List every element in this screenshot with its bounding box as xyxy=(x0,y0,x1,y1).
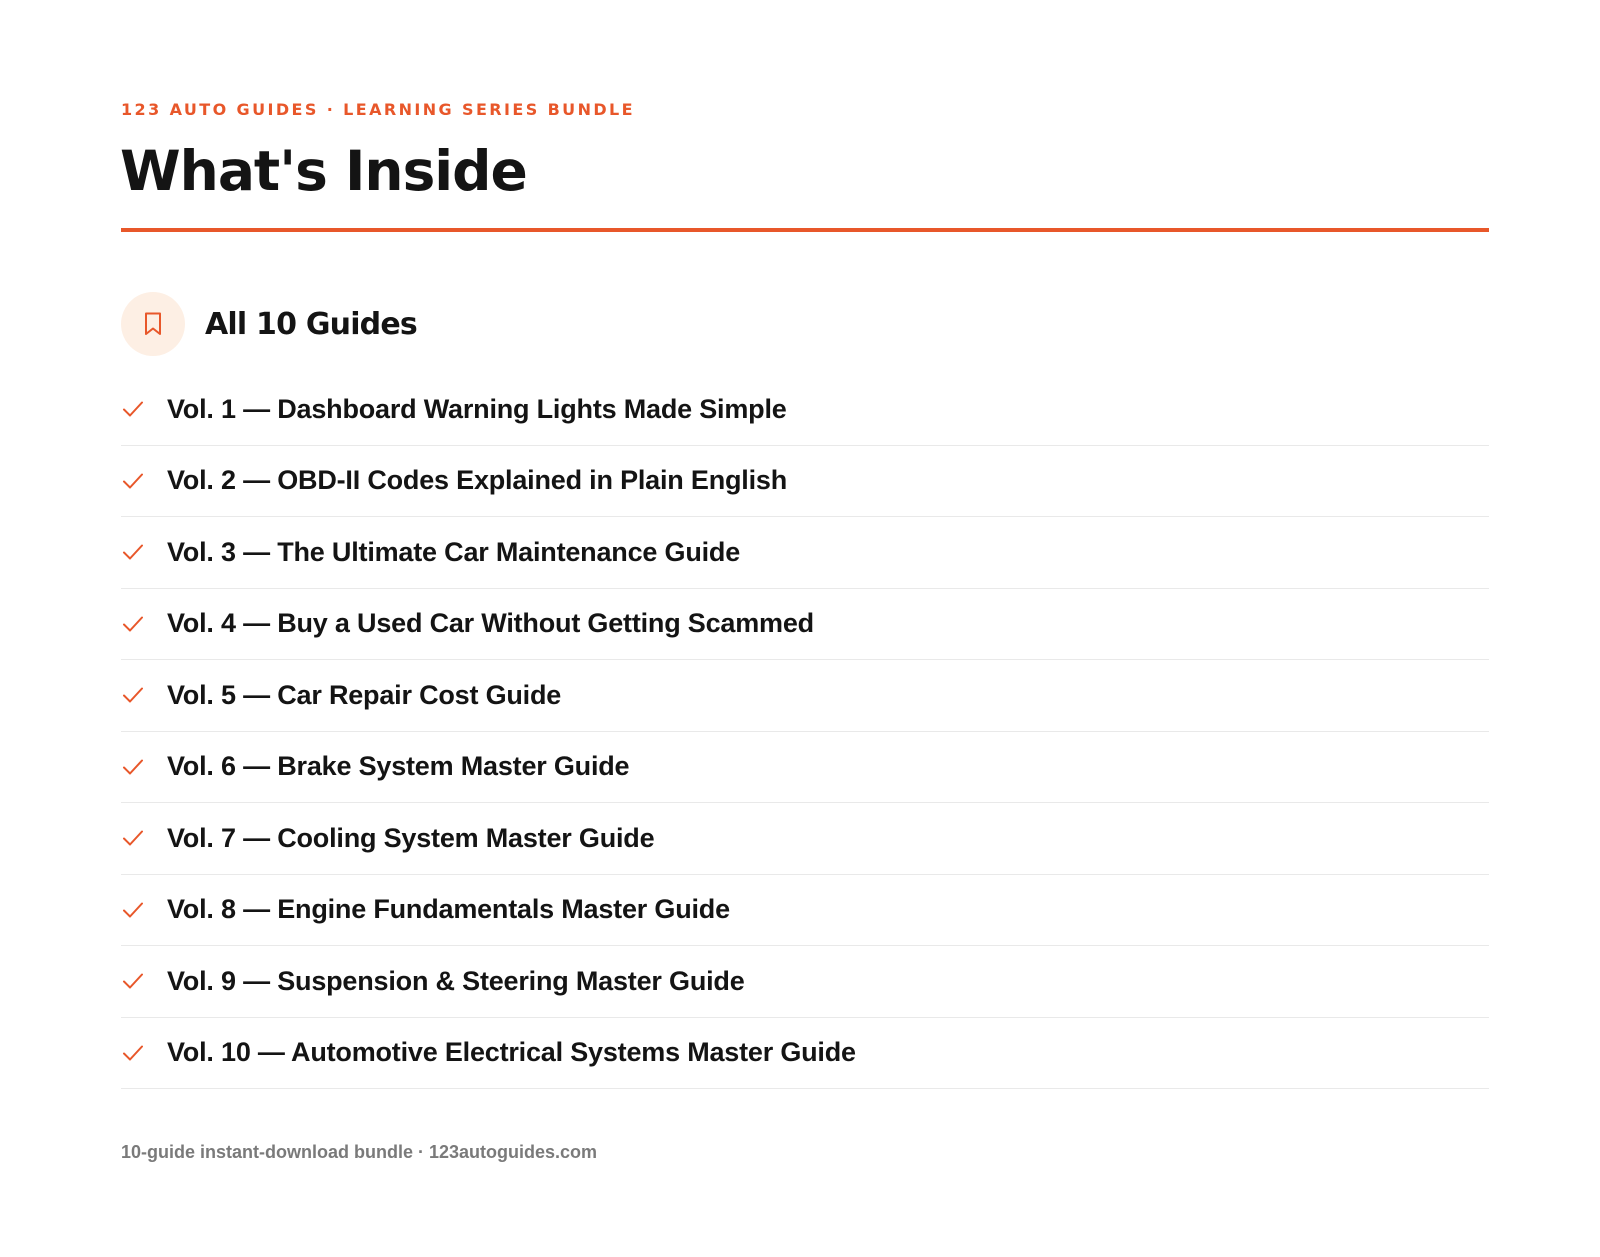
bookmark-icon xyxy=(121,292,185,356)
eyebrow-label: 123 AUTO GUIDES · LEARNING SERIES BUNDLE xyxy=(121,100,635,119)
check-icon xyxy=(122,397,146,421)
check-icon xyxy=(122,898,146,922)
check-icon xyxy=(122,469,146,493)
guide-label: Vol. 8 — Engine Fundamentals Master Guide xyxy=(167,894,730,925)
guide-item xyxy=(121,589,1489,661)
check-icon xyxy=(122,540,146,564)
check-icon xyxy=(122,969,146,993)
guide-item xyxy=(121,517,1489,589)
guide-label: Vol. 7 — Cooling System Master Guide xyxy=(167,822,655,853)
guide-label: Vol. 3 — The Ultimate Car Maintenance Guide xyxy=(167,536,741,567)
guide-label: Vol. 4 — Buy a Used Car Without Getting Scammed xyxy=(167,608,814,639)
guide-item xyxy=(121,946,1489,1018)
guide-label: Vol. 10 — Automotive Electrical Systems Master Guide xyxy=(167,1037,856,1068)
guide-item xyxy=(121,660,1489,732)
section-header xyxy=(121,292,417,356)
check-icon xyxy=(122,755,146,779)
guide-item xyxy=(121,803,1489,875)
check-icon xyxy=(122,826,146,850)
guide-item xyxy=(121,1018,1489,1090)
guide-label: Vol. 2 — OBD-II Codes Explained in Plain English xyxy=(167,465,787,496)
guide-label: Vol. 6 — Brake System Master Guide xyxy=(167,751,630,782)
section-title: All 10 Guides xyxy=(205,306,417,342)
guide-item xyxy=(121,446,1489,518)
guide-label: Vol. 9 — Suspension & Steering Master Guide xyxy=(167,965,745,996)
page-title: What's Inside xyxy=(120,139,527,203)
guide-label: Vol. 5 — Car Repair Cost Guide xyxy=(167,679,562,710)
check-icon xyxy=(122,683,146,707)
check-icon xyxy=(122,612,146,636)
check-icon xyxy=(122,1041,146,1065)
title-divider xyxy=(121,228,1489,232)
guide-list xyxy=(121,374,1489,1089)
guide-item xyxy=(121,732,1489,804)
guide-label: Vol. 1 — Dashboard Warning Lights Made Simple xyxy=(167,393,787,424)
footer-text: 10-guide instant-download bundle · 123autoguides.com xyxy=(121,1142,598,1162)
guide-item xyxy=(121,374,1489,446)
guide-item xyxy=(121,875,1489,947)
